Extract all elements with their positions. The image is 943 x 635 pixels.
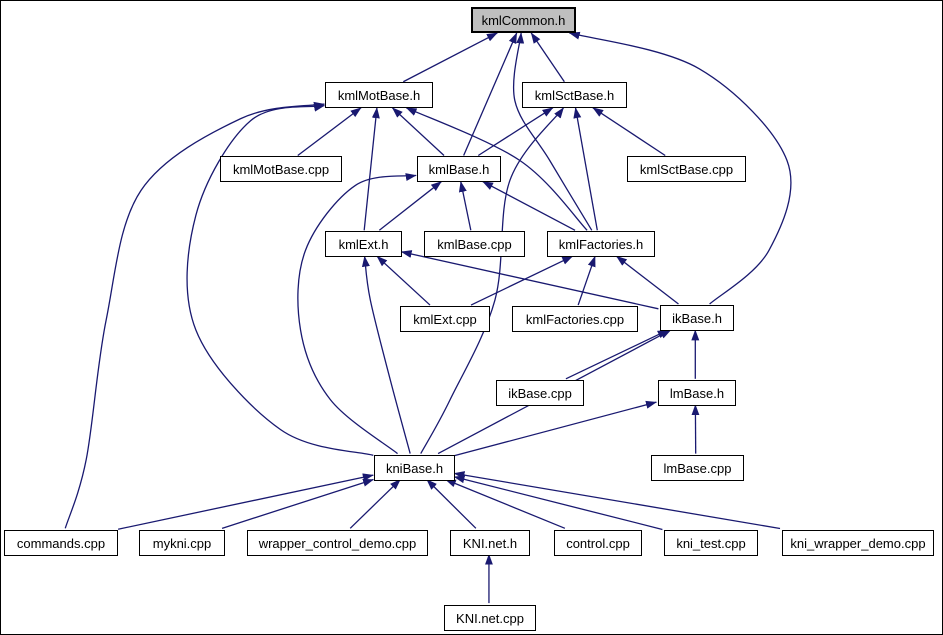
node-lmbase-h[interactable]: lmBase.h xyxy=(658,380,736,406)
edge-kmlfactories-cpp-to-kmlfactories-h xyxy=(578,256,595,305)
edge-kmlext-cpp-to-kmlfactories-h xyxy=(471,256,573,305)
edge-kmlsctbase-h-to-kmlcommon-h xyxy=(531,33,564,82)
node-kmlext-cpp[interactable]: kmlExt.cpp xyxy=(400,306,490,332)
edge-ikbase-h-to-kmlext-h xyxy=(401,252,658,309)
edge-kmlext-cpp-to-kmlext-h xyxy=(377,256,430,305)
node-kmlmotbase-h[interactable]: kmlMotBase.h xyxy=(325,82,433,108)
edge-ikbase-h-to-kmlfactories-h xyxy=(616,256,678,304)
edge-kmlbase-h-to-kmlmotbase-h xyxy=(392,108,444,156)
edge-ikbase-cpp-to-ikbase-h xyxy=(566,330,668,379)
node-kni-wrapper-demo-cpp[interactable]: kni_wrapper_demo.cpp xyxy=(782,530,934,556)
node-kmlcommon-h[interactable]: kmlCommon.h xyxy=(471,7,576,33)
node-mykni-cpp[interactable]: mykni.cpp xyxy=(139,530,225,556)
node-wrapper-control-demo-cpp[interactable]: wrapper_control_demo.cpp xyxy=(247,530,428,556)
node-knibase-h[interactable]: kniBase.h xyxy=(374,455,455,481)
edge-kmlbase-h-to-kmlcommon-h xyxy=(464,33,517,156)
node-kmlmotbase-cpp[interactable]: kmlMotBase.cpp xyxy=(220,156,342,182)
edge-kmlmotbase-h-to-kmlcommon-h xyxy=(403,33,497,82)
edge-kmlext-h-to-kmlbase-h xyxy=(379,181,441,230)
edge-kmlbase-cpp-to-kmlbase-h xyxy=(461,181,471,230)
node-ikbase-h[interactable]: ikBase.h xyxy=(660,305,734,331)
edge-kmlfactories-h-to-kmlbase-h xyxy=(483,181,575,230)
node-kni-test-cpp[interactable]: kni_test.cpp xyxy=(664,530,758,556)
edge-kmlmotbase-cpp-to-kmlmotbase-h xyxy=(298,108,361,156)
edge-kmlext-h-to-kmlmotbase-h xyxy=(364,108,377,231)
edge-kmlfactories-h-to-kmlsctbase-h xyxy=(575,108,597,231)
edge-kmlsctbase-cpp-to-kmlsctbase-h xyxy=(593,108,665,156)
node-kmlfactories-cpp[interactable]: kmlFactories.cpp xyxy=(512,306,638,332)
node-kni-net-h[interactable]: KNI.net.h xyxy=(450,530,530,556)
node-kmlfactories-h[interactable]: kmlFactories.h xyxy=(547,231,655,257)
node-lmbase-cpp[interactable]: lmBase.cpp xyxy=(651,455,744,481)
edge-wrapper-control-demo-cpp-to-knibase-h xyxy=(350,479,400,528)
edge-knibase-h-to-kmlext-h xyxy=(365,256,411,453)
node-kmlsctbase-h[interactable]: kmlSctBase.h xyxy=(522,82,627,108)
node-kni-net-cpp[interactable]: KNI.net.cpp xyxy=(444,605,536,631)
node-commands-cpp[interactable]: commands.cpp xyxy=(4,530,118,556)
node-ikbase-cpp[interactable]: ikBase.cpp xyxy=(496,380,584,406)
edge-kni-net-h-to-knibase-h xyxy=(427,479,476,528)
node-kmlbase-cpp[interactable]: kmlBase.cpp xyxy=(424,231,525,257)
edge-control-cpp-to-knibase-h xyxy=(445,479,565,528)
node-kmlbase-h[interactable]: kmlBase.h xyxy=(417,156,501,182)
edge-mykni-cpp-to-knibase-h xyxy=(222,479,373,528)
edge-kni-wrapper-demo-cpp-to-knibase-h xyxy=(454,473,780,528)
node-kmlext-h[interactable]: kmlExt.h xyxy=(325,231,402,257)
node-kmlsctbase-cpp[interactable]: kmlSctBase.cpp xyxy=(627,156,746,182)
node-control-cpp[interactable]: control.cpp xyxy=(554,530,642,556)
